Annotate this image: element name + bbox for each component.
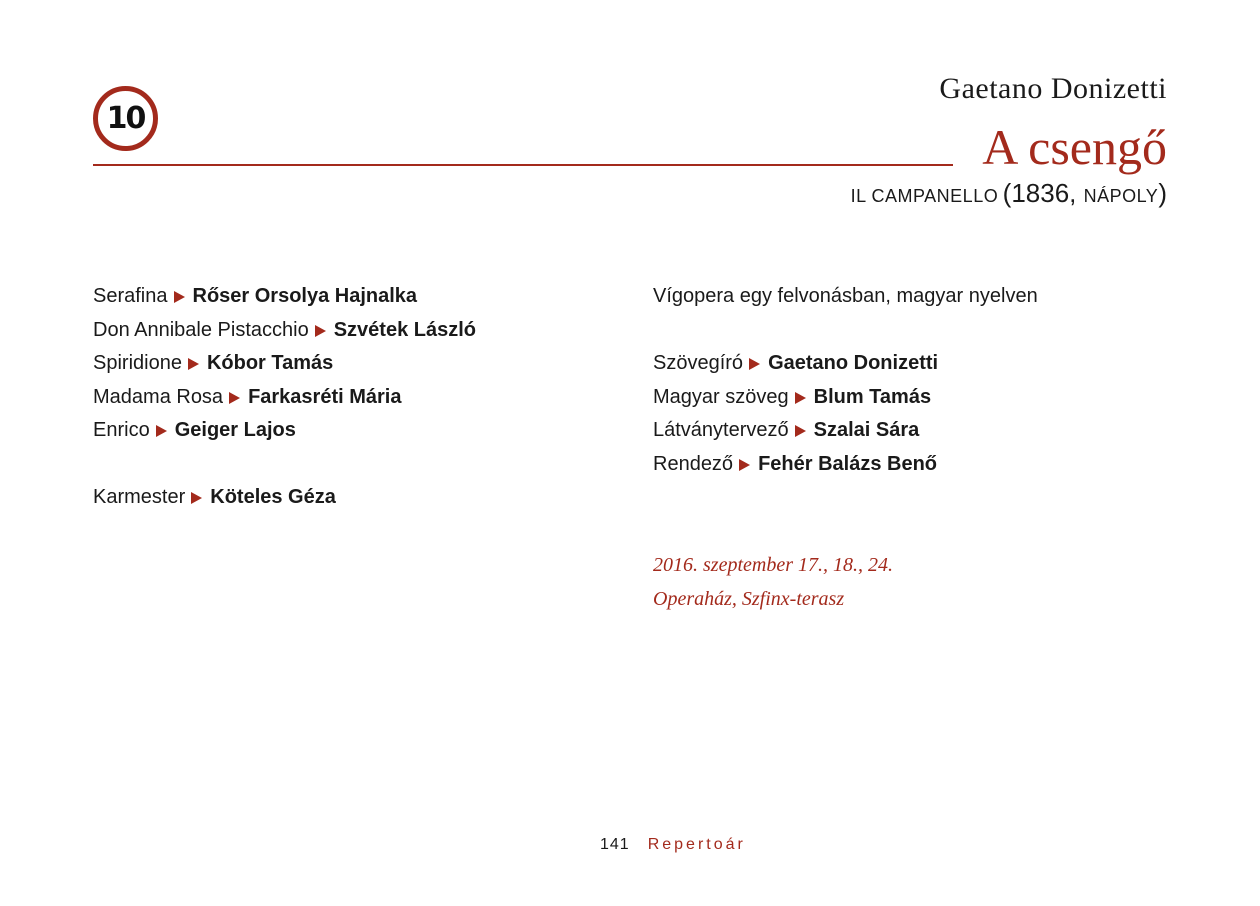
- role-name: Enrico: [93, 419, 150, 441]
- cast-row: [93, 414, 476, 448]
- performer-name: Farkasréti Mária: [248, 385, 402, 408]
- credit-role: Látványtervező: [653, 419, 789, 441]
- composer-name: Gaetano Donizetti: [939, 72, 1167, 105]
- triangle-bullet-icon: [188, 358, 199, 370]
- credit-row: [653, 381, 1038, 415]
- triangle-bullet-icon: [229, 392, 240, 404]
- cast-row: [93, 347, 476, 381]
- performer-name: Geiger Lajos: [174, 419, 296, 441]
- triangle-bullet-icon: [795, 425, 806, 437]
- triangle-bullet-icon: [156, 425, 167, 437]
- subtitle-separator: ,: [1069, 178, 1084, 208]
- role-name: Madama Rosa: [93, 385, 224, 408]
- credit-row: [653, 347, 1038, 381]
- badge-number: 10: [106, 101, 145, 136]
- credit-person: Fehér Balázs Benő: [758, 452, 938, 475]
- triangle-bullet-icon: [749, 358, 760, 370]
- performance-dates: 2016. szeptember 17., 18., 24.: [653, 554, 893, 576]
- page-footer: [600, 836, 746, 854]
- role-name: Karmester: [93, 486, 186, 508]
- performer-name: Köteles Géza: [210, 486, 336, 508]
- credit-role: Magyar szöveg: [653, 385, 789, 408]
- credit-role: Rendező: [653, 452, 734, 475]
- section-name: Repertoár: [647, 836, 746, 853]
- conductor-row: [93, 481, 476, 515]
- page-number: 141: [600, 836, 630, 853]
- role-name: Serafina: [93, 285, 168, 307]
- triangle-bullet-icon: [315, 325, 326, 337]
- subtitle-close-paren: ): [1158, 178, 1167, 208]
- credit-row: [653, 414, 1038, 448]
- triangle-bullet-icon: [795, 392, 806, 404]
- credit-person: Szalai Sára: [813, 419, 920, 441]
- cast-row: [93, 280, 476, 314]
- cast-row: [93, 381, 476, 415]
- original-title: IL CAMPANELLO: [850, 186, 999, 206]
- performance-info: [653, 548, 893, 616]
- performance-venue: Operaház, Szfinx-terasz: [653, 588, 845, 610]
- cast-row: [93, 314, 476, 348]
- header-rule: [93, 164, 953, 166]
- cast-list: [93, 280, 476, 515]
- triangle-bullet-icon: [739, 459, 750, 471]
- genre-description: Vígopera egy felvonásban, magyar nyelven: [653, 285, 1038, 307]
- number-badge: [93, 86, 158, 151]
- credit-person: Gaetano Donizetti: [768, 352, 939, 374]
- performer-name: Szvétek László: [333, 318, 476, 341]
- performer-name: Kóbor Tamás: [206, 352, 334, 374]
- opera-title: A csengő: [982, 119, 1167, 175]
- credit-person: Blum Tamás: [813, 385, 932, 408]
- premiere-place: NÁPOLY: [1083, 186, 1159, 206]
- role-name: Spiridione: [93, 352, 182, 374]
- opera-subtitle: [851, 178, 1167, 209]
- performer-name: Rőser Orsolya Hajnalka: [192, 285, 418, 307]
- triangle-bullet-icon: [191, 492, 202, 504]
- credit-role: Szövegíró: [653, 352, 744, 374]
- credits-list: [653, 280, 1038, 481]
- subtitle-open-paren: (: [1002, 178, 1012, 208]
- triangle-bullet-icon: [174, 291, 185, 303]
- credit-row: [653, 448, 1038, 482]
- premiere-year: 1836: [1011, 178, 1070, 208]
- role-name: Don Annibale Pistacchio: [93, 318, 309, 341]
